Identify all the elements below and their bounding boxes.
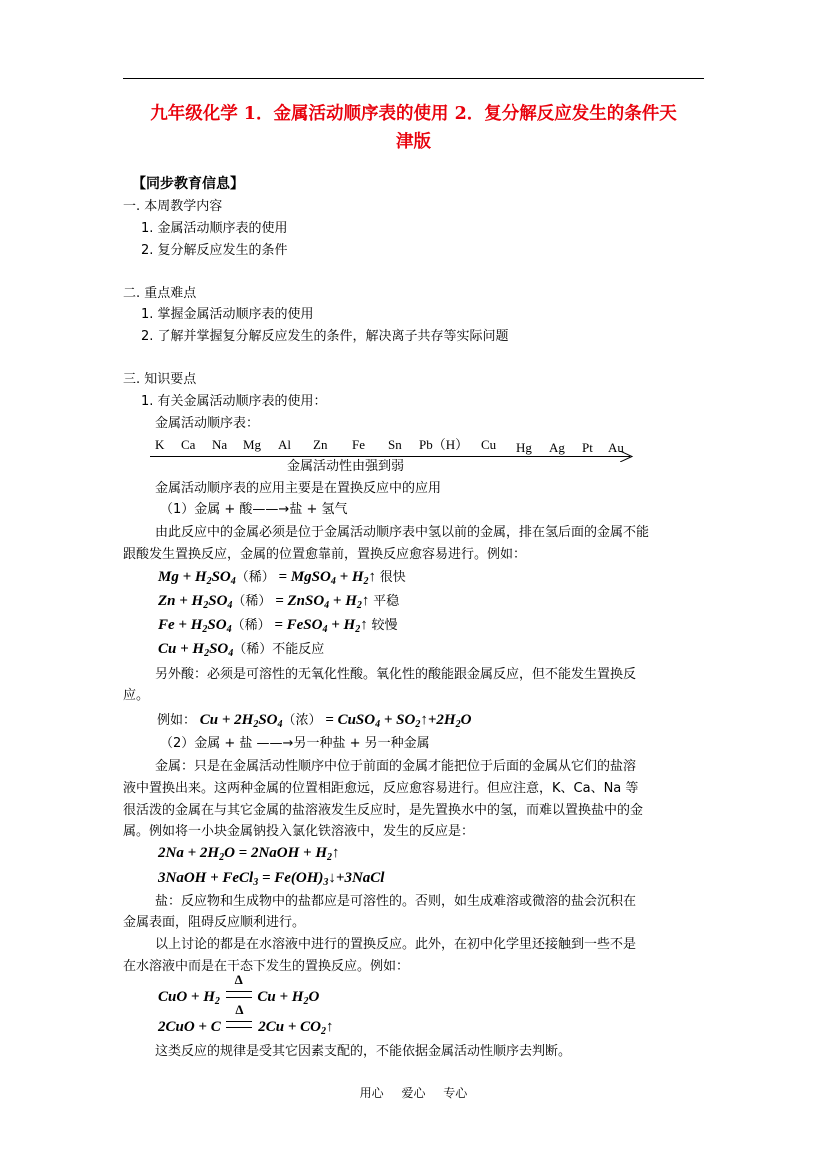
heat-symbol: Δ [234,972,243,987]
metal-symbol: K [155,437,165,452]
case2-heading: （2）金属 + 盐 ——→另一种盐 + 另一种金属 [160,736,430,751]
case1-heading: （1）金属 + 酸——→盐 + 氢气 [160,502,348,517]
metal-symbol: Fe [352,437,365,452]
metal-table-label: 金属活动顺序表： [155,416,260,431]
part2-heading: 二. 重点难点 [123,286,197,301]
metal-symbol: Ag [549,440,565,455]
arrow-head-icon [620,451,634,462]
section-heading: 【同步教育信息】 [132,176,244,192]
metal-symbol: Na [212,437,228,452]
reaction-mg: $Mg + H_2SO_4$（稀） = MgSO$_4$ + $H_2↑$ 很快 [158,569,406,587]
conclusion-text: 这类反应的规律是受其它因素支配的，不能依据金属活动性顺序去判断。 [155,1044,572,1059]
reaction-cu-conc: 例如： $Cu + 2H_2SO_4$（浓） = CuSO$_4$ + $SO_2↑+2H_2O$ [157,712,472,730]
part1-item: 1. 金属活动顺序表的使用 [141,221,288,236]
activity-arrow-label: 金属活动性由强到弱 [287,459,405,474]
metal-symbol: Pt [582,440,593,455]
metal-symbol: Hg [516,440,532,455]
header-rule [123,78,704,79]
part3-heading: 三. 知识要点 [123,372,197,387]
reaction-naoh-fecl3: 3NaOH + FeCl$_3$ = $Fe(OH)_3↓+3NaCl$ [158,870,385,888]
para1-line: 由此反应中的金属必须是位于金属活动顺序表中氢以前的金属，排在氢后面的金属不能 [155,525,650,540]
page-footer: 用心 爱心 专心 [359,1086,468,1100]
part1-item: 2. 复分解反应发生的条件 [141,243,288,258]
reaction-zn: $Zn + H_2SO_4$（稀） = ZnSO$_4$ + $H_2↑$ 平稳 [158,593,400,611]
para3-line: 液中置换出来。这两种金属的位置相距愈远，反应愈容易进行。但应注意，K、Ca、Na 等 [123,781,639,796]
metal-symbol: Cu [481,437,497,452]
part1-heading: 一. 本周教学内容 [123,199,223,214]
para5-line: 以上讨论的都是在水溶液中进行的置换反应。此外，在初中化学里还接触到一些不是 [155,937,637,952]
metal-symbol: Sn [388,437,402,452]
reaction-cuo-c: 2CuO + C Δ $2Cu + CO_2↑$ [158,1002,334,1037]
metal-symbol: Zn [313,437,328,452]
application-text: 金属活动顺序表的应用主要是在置换反应中的应用 [155,481,442,496]
para5-line: 在水溶液中而是在干态下发生的置换反应。例如： [123,959,410,974]
para1-line: 跟酸发生置换反应，金属的位置愈靠前，置换反应愈容易进行。例如： [123,547,527,562]
para3-line: 属。例如将一小块金属钠投入氯化铁溶液中，发生的反应是： [123,824,475,839]
reaction-cuo-h2: CuO + $H_2$ Δ $Cu + H_2O$ [158,972,320,1007]
para2-line: 另外酸：必须是可溶性的无氧化性酸。氧化性的酸能跟金属反应，但不能发生置换反 [155,667,637,682]
metal-symbol: Pb（H） [419,437,469,452]
metal-symbol: Ca [181,437,196,452]
para4-line: 金属表面，阻碍反应顺利进行。 [123,915,306,930]
para3-line: 很活泼的金属在与其它金属的盐溶液发生反应时，是先置换水中的氢，而难以置换盐中的金 [123,803,644,818]
para3-line: 金属：只是在金属活动性顺序中位于前面的金属才能把位于后面的金属从它们的盐溶 [155,759,637,774]
para4-line: 盐：反应物和生成物中的盐都应是可溶性的。否则，如生成难溶或微溶的盐会沉积在 [155,894,637,909]
heat-symbol: Δ [235,1002,244,1017]
part3-item1: 1. 有关金属活动顺序表的使用： [141,394,327,409]
metal-symbol: Au [608,440,624,455]
part2-item: 2. 了解并掌握复分解反应发生的条件，解决离子共存等实际问题 [141,329,509,344]
doc-title-line2: 津版 [396,132,431,152]
para2-line: 应。 [123,688,150,703]
reaction-na-water: $2Na + 2H_2O$ = 2NaOH + $H_2↑$ [158,845,340,863]
metal-symbol: Mg [243,437,262,452]
metal-symbol: Al [278,437,291,452]
reaction-fe: $Fe + H_2SO_4$（稀） = FeSO$_4$ + $H_2↑$ 较慢 [158,617,398,635]
part2-item: 1. 掌握金属活动顺序表的使用 [141,307,314,322]
doc-title-line1: 九年级化学 1．金属活动顺序表的使用 2．复分解反应发生的条件天 [150,104,677,124]
reaction-cu: $Cu + H_2SO_4$（稀）不能反应 [158,641,325,659]
